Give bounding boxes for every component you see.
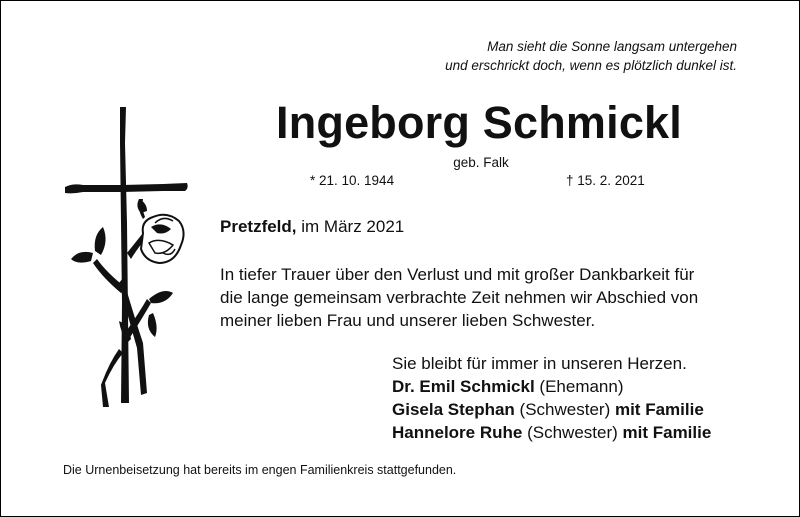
burial-note: Die Urnenbeisetzung hat bereits im engen Familienkreis stattgefunden. [63,463,457,477]
signers-intro: Sie bleibt für immer in unseren Herzen. [392,354,687,373]
signers-block [392,352,711,444]
birth-date: * 21. 10. 1944 [310,173,395,188]
signer-family: mit Familie [610,400,704,419]
cross-with-rose-icon [63,103,213,433]
signer-name: Hannelore Ruhe [392,423,523,442]
memorial-quote [381,37,737,75]
signer-name: Dr. Emil Schmickl [392,377,535,396]
birth-name: geb. Falk [453,155,509,170]
signer-line [392,398,711,421]
deceased-name: Ingeborg Schmickl [276,97,682,148]
death-date: † 15. 2. 2021 [566,173,645,188]
quote-line-2: und erschrickt doch, wenn es plötzlich dunkel ist. [445,58,737,73]
place-name: Pretzfeld, [220,217,297,236]
signer-relation: (Schwester) [522,423,618,442]
signer-line [392,375,711,398]
date-text: im März 2021 [296,217,405,236]
signer-family: mit Familie [617,423,712,442]
mourning-text-line: In tiefer Trauer über den Verlust und mit großer Dankbarkeit für [220,265,695,284]
signer-name: Gisela Stephan [392,400,515,419]
quote-line-1: Man sieht die Sonne langsam untergehen [487,39,737,54]
mourning-text [220,263,760,332]
signer-relation: (Ehemann) [534,377,624,396]
signer-line [392,421,711,444]
signer-relation: (Schwester) [514,400,611,419]
mourning-text-line: meiner lieben Frau und unserer lieben Schwester. [220,311,596,330]
place-date-line [220,216,404,238]
mourning-text-line: die lange gemeinsam verbrachte Zeit nehmen wir Abschied von [220,288,699,307]
